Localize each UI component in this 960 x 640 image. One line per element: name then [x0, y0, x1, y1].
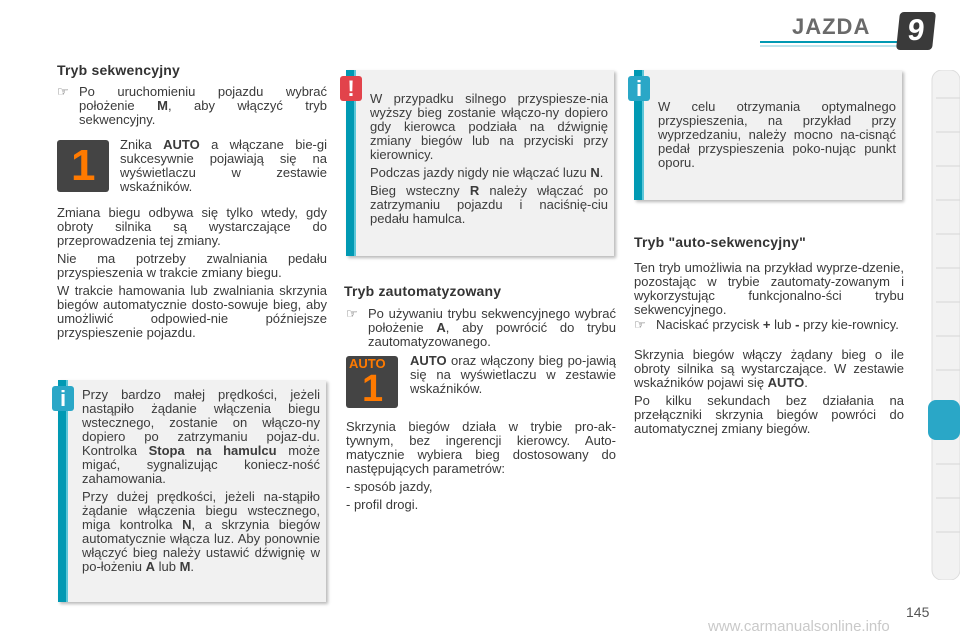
col3-paragraphs: [634, 348, 904, 440]
para-braking: W trakcie hamowania lub zwalniania skrzynia biegów automatycznie dosto-sowuje bieg, aby umożliwić odpowied-nie późniejsze przyspieszenie pojazdu.: [57, 283, 327, 340]
col1-paragraphs: [57, 206, 327, 344]
gear-display-auto: [346, 356, 398, 408]
bullet-text: Naciskać przycisk + lub - przy kie-rownicy.: [656, 317, 899, 332]
chapter-number: 9: [905, 14, 927, 47]
list-item: - profil drogi.: [346, 497, 419, 512]
section-title-auto-sequential: Tryb "auto-sekwencyjny": [634, 234, 806, 250]
para-proactive: Skrzynia biegów działa w trybie pro-ak-tywnym, bez ingerencji kierowcy. Auto-matycznie wybiera bieg dostosowany do następujących parametrów:: [346, 419, 616, 476]
warning-box-text: W przypadku silnego przyspiesze-nia wyższy bieg zostanie włączo-ny dopiero gdy kierowca podziała na dźwignię zmiany biegów lub na przyciski przy kierownicy. Podczas jazdy nigdy nie włączać luzu N. Bieg wsteczny R należy włączać po zatrzymaniu pojazdu i naciśnię-ciu pedału hamulca.: [370, 91, 608, 226]
bullet-automated: [346, 307, 616, 349]
gear-digit: 1: [71, 141, 96, 190]
bullet-hand-icon: ☞: [634, 317, 646, 332]
page-title: JAZDA: [792, 14, 871, 39]
para-return-auto: Po kilku sekundach bez działania na przełączniki skrzynia biegów powróci do automatycznej zmiany biegów.: [634, 393, 904, 436]
bullet-hand-icon: ☞: [57, 84, 69, 99]
bullet-hand-icon: ☞: [346, 306, 358, 321]
info-box-acceleration: [634, 70, 902, 200]
info-icon: i: [628, 76, 650, 101]
list-item: - sposób jazdy,: [346, 479, 433, 494]
info-box-text: W celu otrzymania optymalnego przyspieszenia, na przykład przy wyprzedzaniu, należy mocno na-cisnąć pedał przyspieszenia poko-nując punkt oporu.: [658, 99, 896, 170]
section-title-sequential: Tryb sekwencyjny: [57, 62, 181, 78]
info-icon: i: [52, 386, 74, 411]
bullet-text: Po uruchomieniu pojazdu wybrać położenie M, aby włączyć tryb sekwencyjny.: [79, 84, 327, 127]
auto-label: AUTO: [349, 356, 386, 371]
bullet-text: Po używaniu trybu sekwencyjnego wybrać położenie A, aby powrócić do trybu zautomatyzowanego.: [368, 306, 616, 349]
section-title-automated: Tryb zautomatyzowany: [344, 283, 502, 299]
col3-intro: Ten tryb umożliwia na przykład wyprze-dzenie, pozostając w trybie zautomaty-zowanym i wykorzystując funkcjonalno-ści trybu sekwencyjnego.: [634, 260, 904, 317]
bullet-auto-sequential: [634, 318, 904, 332]
warning-box: [346, 70, 614, 256]
gear-digit: 1: [362, 368, 384, 410]
auto-gear-description: AUTO oraz włączony bieg po-jawią się na wyświetlaczu w zestawie wskaźników.: [410, 353, 616, 396]
info-box-text: Przy bardzo małej prędkości, jeżeli nastąpiło żądanie włączenia biegu wstecznego, zostanie on włączo-ny dopiero po zatrzymaniu pojaz-du. Kontrolka Stopa na hamulcu może migać, sygnalizując koniecz-ność zahamowania. Przy dużej prędkości, jeżeli na-stąpiło żądanie włączenia biegu wstecznego, miga kontrolka N, a skrzynia biegów automatycznie włącza luz. Aby ponownie włączyć bieg należy ustawić dźwignię w po-łożeniu A lub M.: [82, 387, 320, 574]
bullet-sequential: [57, 85, 327, 127]
gear-display-1: [57, 140, 109, 192]
para-gear-engage: Skrzynia biegów włączy żądany bieg o ile obroty silnika są wystarczające. W zestawie wskaźników pojawi się AUTO.: [634, 347, 904, 390]
tab-strip-graphic: [928, 70, 960, 580]
chapter-badge: [896, 12, 936, 50]
page-number: 145: [906, 604, 930, 620]
chapter-tabs: [928, 70, 960, 580]
para-gear-change: Zmiana biegu odbywa się tylko wtedy, gdy obroty silnika są wystarczające do przeprowadzenia tej zmiany.: [57, 205, 327, 248]
col2-paragraphs: [346, 420, 616, 516]
footer-watermark: www.carmanualsonline.info: [708, 618, 890, 635]
info-box-reverse: [58, 380, 326, 602]
warning-icon: !: [340, 76, 362, 101]
gear-description: Znika AUTO a włączane bie-gi sukcesywnie pojawiają się na wyświetlaczu w zestawie wskaźników.: [120, 137, 327, 194]
para-no-release: Nie ma potrzeby zwalniania pedału przyspieszenia w trakcie zmiany biegu.: [57, 251, 327, 280]
